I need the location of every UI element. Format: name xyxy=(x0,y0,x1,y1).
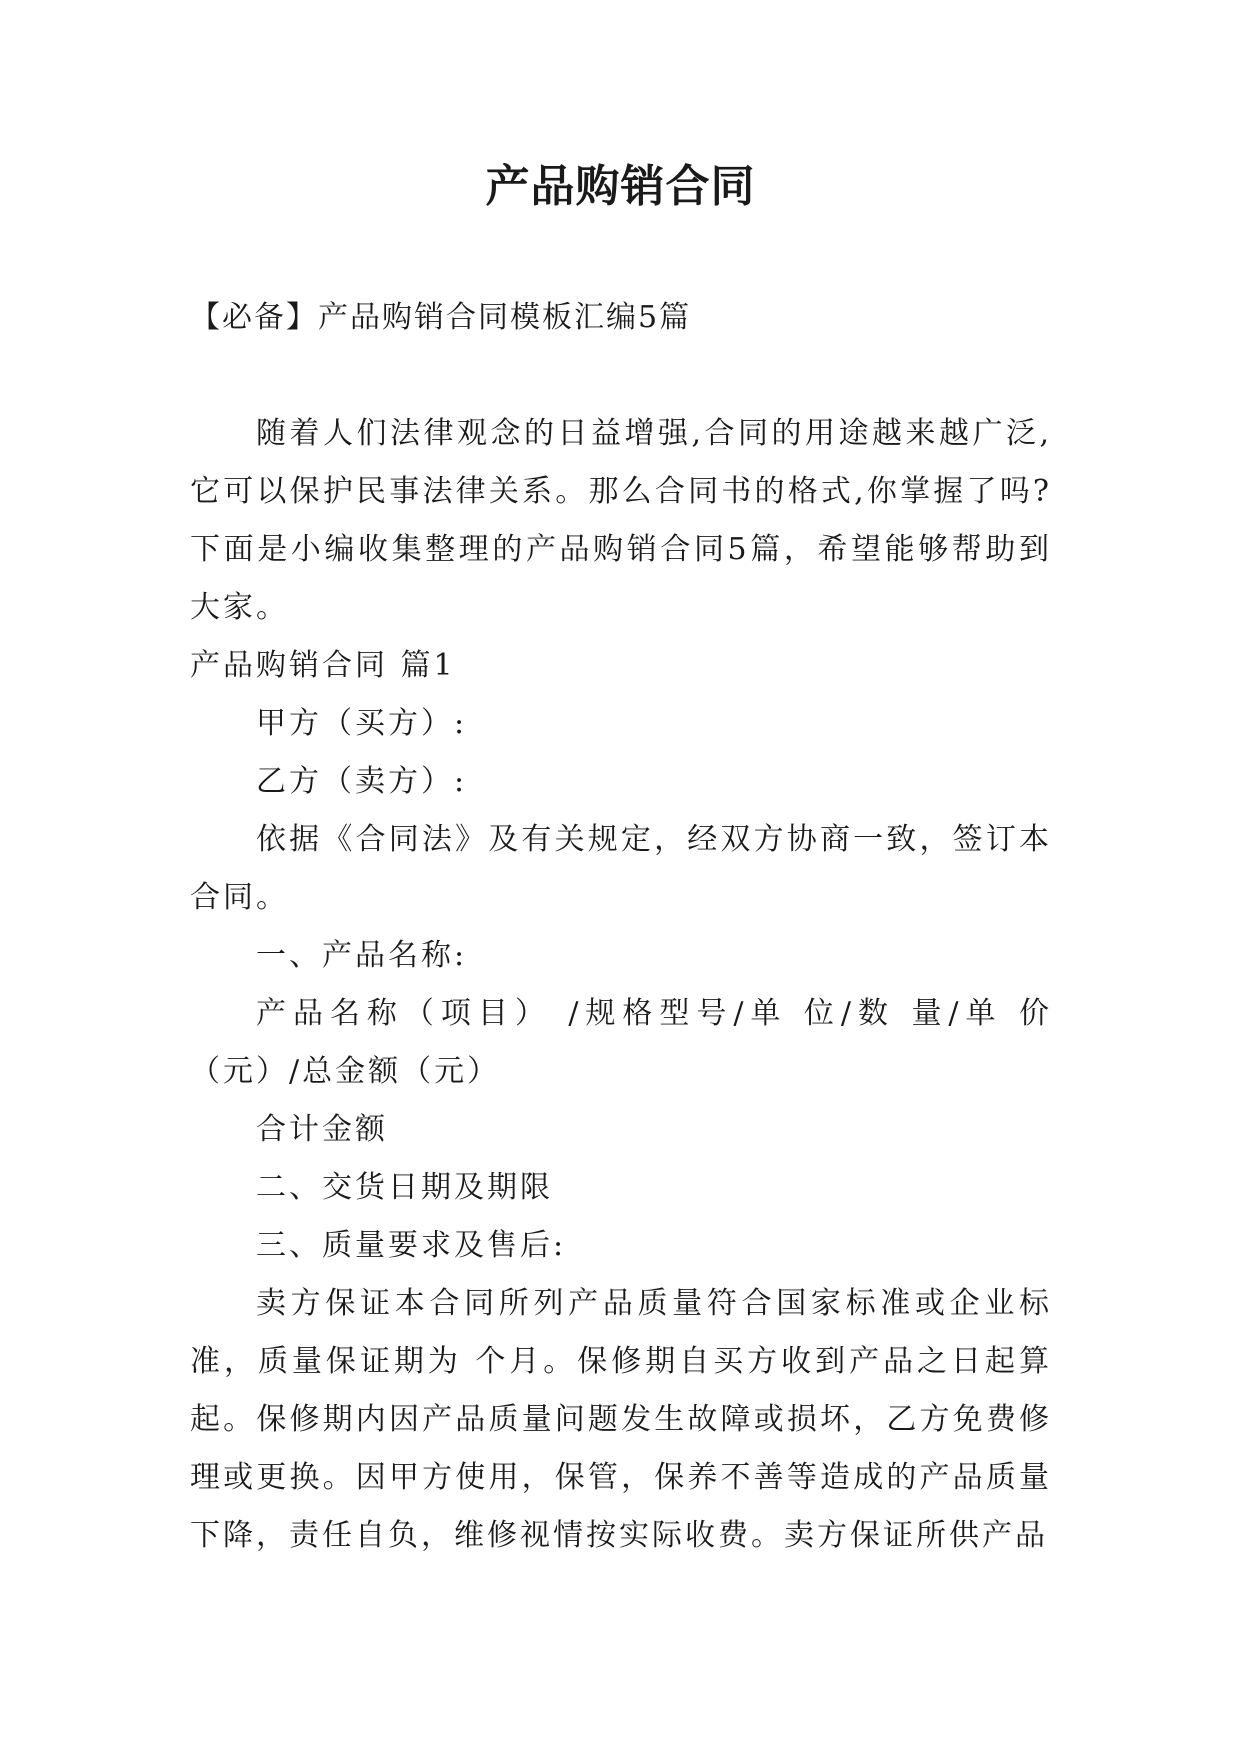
total-amount-line: 合计金额 xyxy=(256,1112,388,1147)
intro-paragraph: 随着人们法律观念的日益增强,合同的用途越来越广泛,它可以保护民事法律关系。那么合同书的格式,你掌握了吗?下面是小编收集整理的产品购销合同5篇，希望能够帮助到大家。 xyxy=(190,416,1052,625)
product-columns-line: 产品名称（项目） /规格型号/单 位/数 量/单 价（元）/总金额（元） xyxy=(190,996,1052,1089)
quality-paragraph: 卖方保证本合同所列产品质量符合国家标准或企业标准，质量保证期为 个月。保修期自买方收到产品之日起算起。保修期内因产品质量问题发生故障或损坏，乙方免费修理或更换。因甲方使用，保管，保养不善等造成的产品质量下降，责任自负，维修视情按实际收费。卖方保证所供产品 xyxy=(190,1286,1052,1553)
document-title: 产品购销合同 xyxy=(485,161,756,212)
document-subtitle: 【必备】产品购销合同模板汇编5篇 xyxy=(190,300,692,335)
section-heading-part1: 产品购销合同 篇1 xyxy=(190,648,456,683)
document-body xyxy=(190,405,1052,1565)
agreement-basis-paragraph: 依据《合同法》及有关规定，经双方协商一致，签订本合同。 xyxy=(190,822,1052,915)
clause-quality-heading: 三、质量要求及售后: xyxy=(256,1228,567,1263)
party-b-line: 乙方（卖方）: xyxy=(256,764,468,799)
clause-delivery-heading: 二、交货日期及期限 xyxy=(256,1170,553,1205)
party-a-line: 甲方（买方）: xyxy=(256,706,468,741)
clause-product-name-heading: 一、产品名称: xyxy=(256,938,468,973)
